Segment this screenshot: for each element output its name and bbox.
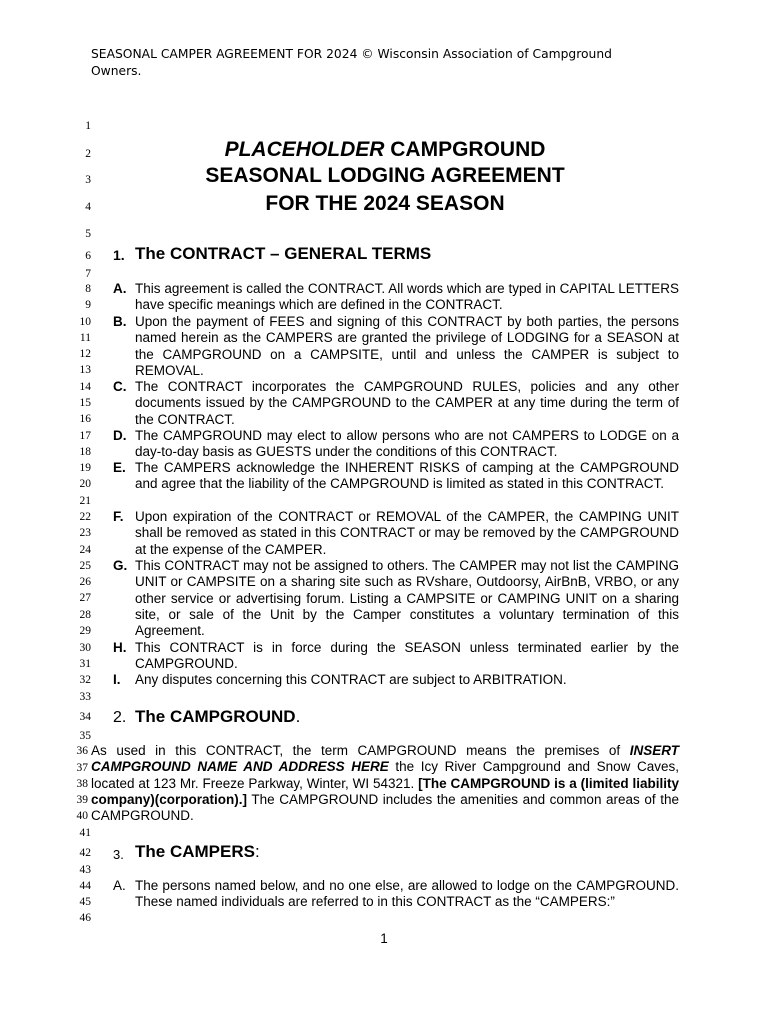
section-3-heading-text: The CAMPERS xyxy=(135,842,255,861)
list-item-marker: A. xyxy=(113,281,127,296)
section-2-heading-punct: . xyxy=(295,707,301,726)
line-number: 41 xyxy=(79,827,91,839)
p-bold-entity: [The CAMPGROUND is a (limited liability company)(corporation).] xyxy=(91,775,679,807)
line-number: 27 xyxy=(79,592,91,604)
title-line-2: SEASONAL LODGING AGREEMENT xyxy=(205,164,565,187)
line-number: 6 xyxy=(85,250,91,262)
line-number: 22 xyxy=(79,511,91,523)
line-number: 43 xyxy=(79,864,91,876)
line-number: 36 xyxy=(76,745,88,757)
list-item-text: The CAMPERS acknowledge the INHERENT RISKS of camping at the CAMPGROUND and agree that the liability of the CAMPGROUND is limited as stated in this CONTRACT. xyxy=(135,460,679,492)
p-start: As used in this CONTRACT, the term CAMPGROUND means the premises of xyxy=(91,743,630,758)
line-number: 5 xyxy=(85,228,91,240)
line-number: 12 xyxy=(79,348,91,360)
line-number: 14 xyxy=(79,381,91,393)
section-3-number: 3. xyxy=(113,847,124,862)
line-number: 42 xyxy=(79,847,91,859)
line-number: 23 xyxy=(79,527,91,539)
section-2-number: 2. xyxy=(113,709,127,726)
line-number: 34 xyxy=(79,711,91,723)
section-2-heading xyxy=(135,707,300,727)
running-header: SEASONAL CAMPER AGREEMENT FOR 2024 © Wisconsin Association of Campground Owners. xyxy=(91,47,612,78)
line-number: 39 xyxy=(76,794,88,806)
line-number: 9 xyxy=(85,299,91,311)
page-number: 1 xyxy=(380,931,388,946)
line-number: 3 xyxy=(85,174,91,186)
line-number: 1 xyxy=(85,120,91,132)
line-number: 25 xyxy=(79,560,91,572)
line-number: 4 xyxy=(85,201,91,213)
line-number: 28 xyxy=(79,609,91,621)
line-number: 37 xyxy=(76,762,88,774)
line-number: 19 xyxy=(79,462,91,474)
line-number: 38 xyxy=(76,778,88,790)
list-item-text: Upon the payment of FEES and signing of this CONTRACT by both parties, the persons named herein as the CAMPERS are granted the privilege of LODGING for a SEASON at the CAMPGROUND on a CAMPSITE, until and unless the CAMPER is subject to REMOVAL. xyxy=(135,314,679,378)
list-item-marker: D. xyxy=(113,428,127,443)
line-number: 15 xyxy=(79,397,91,409)
line-number: 13 xyxy=(79,364,91,376)
line-number: 29 xyxy=(79,625,91,637)
list-item-text: The persons named below, and no one else, are allowed to lodge on the CAMPGROUND. These named individuals are referred to in this CONTRACT as the “CAMPERS:” xyxy=(135,878,679,910)
line-number: 17 xyxy=(79,430,91,442)
list-item-marker: I. xyxy=(113,672,121,687)
line-number: 26 xyxy=(79,576,91,588)
list-item-marker: G. xyxy=(113,558,128,573)
section-3-heading-punct: : xyxy=(254,842,260,861)
line-number: 16 xyxy=(79,413,91,425)
p-insert-placeholder: INSERT CAMPGROUND NAME AND ADDRESS HERE xyxy=(91,743,679,775)
line-number: 31 xyxy=(79,658,91,670)
line-number: 24 xyxy=(79,544,91,556)
line-number: 10 xyxy=(79,316,91,328)
line-number: 7 xyxy=(85,268,91,280)
line-number: 33 xyxy=(79,691,91,703)
list-item-marker: F. xyxy=(113,509,124,524)
line-number: 8 xyxy=(85,283,91,295)
line-number: 30 xyxy=(79,642,91,654)
line-number: 32 xyxy=(79,674,91,686)
line-number: 21 xyxy=(79,495,91,507)
line-number: 46 xyxy=(79,912,91,924)
section-1-number: 1. xyxy=(113,247,125,263)
line-number: 40 xyxy=(76,810,88,822)
section-1-heading: The CONTRACT – GENERAL TERMS xyxy=(135,244,432,263)
line-number: 20 xyxy=(79,478,91,490)
list-item-marker: H. xyxy=(113,640,127,655)
line-number: 44 xyxy=(79,880,91,892)
title-line-1-rest: CAMPGROUND xyxy=(384,138,546,161)
list-item-text: The CAMPGROUND may elect to allow persons who are not CAMPERS to LODGE on a day-to-day basis as GUESTS under the conditions of this CONTRACT. xyxy=(135,428,679,460)
list-item-text: The CONTRACT incorporates the CAMPGROUND RULES, policies and any other documents issued by the CAMPGROUND to the CAMPER at any time during the term of the CONTRACT. xyxy=(135,379,679,427)
line-number: 18 xyxy=(79,446,91,458)
section-3-heading xyxy=(135,842,260,862)
p-mid: the Icy River Campground and Snow Caves, located at 123 Mr. Freeze Parkway, Winter, WI 54321. xyxy=(91,759,680,791)
section-2-heading-text: The CAMPGROUND xyxy=(135,707,296,726)
list-item-text: Upon expiration of the CONTRACT or REMOVAL of the CAMPER, the CAMPING UNIT shall be removed as stated in this CONTRACT or may be removed by the CAMPGROUND at the expense of the CAMPER. xyxy=(135,509,679,557)
line-number: 35 xyxy=(79,730,91,742)
line-number: 2 xyxy=(85,148,91,160)
list-item-marker: E. xyxy=(113,460,126,475)
list-item-text: This CONTRACT is in force during the SEASON unless terminated earlier by the CAMPGROUND. xyxy=(135,640,679,672)
list-item-text: This CONTRACT may not be assigned to others. The CAMPER may not list the CAMPING UNIT or CAMPSITE on a sharing site such as RVshare, Outdoorsy, AirBnB, VRBO, or any other service or advertising forum. Listing a CAMPSITE or CAMPING UNIT on a sharing site, or sale of the Unit by the Camper constitutes a voluntary termination of this Agreement. xyxy=(135,558,679,639)
section-2-paragraph xyxy=(91,743,679,824)
title-placeholder-word: PLACEHOLDER xyxy=(224,138,385,161)
title-line-3: FOR THE 2024 SEASON xyxy=(265,192,505,215)
list-item-marker: C. xyxy=(113,379,127,394)
line-number: 45 xyxy=(79,896,91,908)
title-line-1 xyxy=(0,137,770,163)
p-end: The CAMPGROUND includes the amenities and common areas of the CAMPGROUND. xyxy=(91,791,679,824)
list-item-marker: B. xyxy=(113,314,127,329)
line-number: 11 xyxy=(79,332,91,344)
list-item-text: Any disputes concerning this CONTRACT are subject to ARBITRATION. xyxy=(135,672,567,687)
list-item-text: This agreement is called the CONTRACT. All words which are typed in CAPITAL LETTERS have specific meanings which are defined in the CONTRACT. xyxy=(135,281,679,313)
list-item-marker: A. xyxy=(113,878,126,893)
